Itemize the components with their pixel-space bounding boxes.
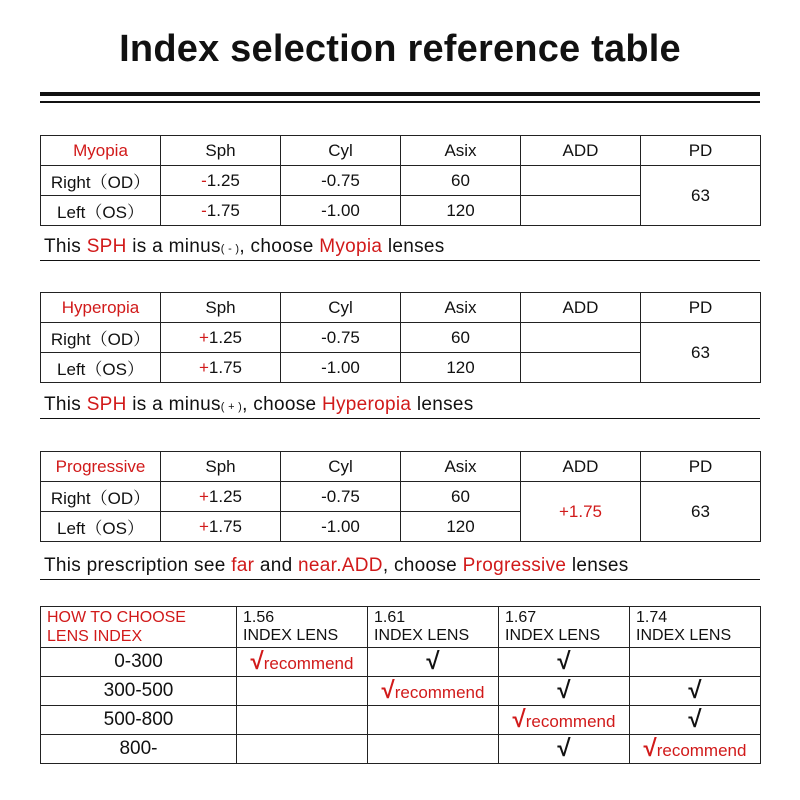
check-cell xyxy=(499,735,630,764)
note-text: and xyxy=(254,555,299,576)
recommend-label: recommend xyxy=(656,740,747,760)
note-highlight: Myopia xyxy=(319,236,383,257)
rx-column-header: PD xyxy=(641,136,761,166)
cyl-value: -0.75 xyxy=(281,166,401,196)
note-text: , choose xyxy=(242,394,322,415)
empty-cell xyxy=(237,735,368,764)
check-cell xyxy=(499,648,630,677)
sph-number: 1.25 xyxy=(208,327,243,347)
empty-cell xyxy=(368,735,499,764)
sph-sign: + xyxy=(198,486,209,506)
note-text: is a minus xyxy=(126,394,221,415)
cyl-value: -0.75 xyxy=(281,323,401,353)
sph-sign: + xyxy=(198,357,209,377)
eye-label: Right（OD） xyxy=(41,323,161,353)
note-sign: ( - ) xyxy=(220,243,240,255)
sph-value xyxy=(161,482,281,512)
check-icon: √ xyxy=(381,676,395,704)
note-text: lenses xyxy=(411,394,474,415)
rx-row xyxy=(41,166,761,196)
add-value: +1.75 xyxy=(521,482,641,542)
add-value-empty xyxy=(521,166,641,196)
recommend-label: recommend xyxy=(263,653,354,673)
eye-label: Right（OD） xyxy=(41,166,161,196)
prescription-table-hyperopia xyxy=(40,292,761,383)
index-label: INDEX LENS xyxy=(636,627,732,644)
index-value: 1.67 xyxy=(505,609,537,626)
sph-value xyxy=(161,353,281,383)
title-rule-thin xyxy=(40,101,760,103)
recommend-cell xyxy=(368,677,499,706)
recommend-label: recommend xyxy=(394,682,485,702)
page-title: Index selection reference table xyxy=(119,28,681,70)
sph-sign: + xyxy=(198,327,209,347)
check-icon: √ xyxy=(557,734,571,762)
index-row xyxy=(41,706,761,735)
axis-value: 60 xyxy=(401,166,521,196)
rx-header-row xyxy=(41,293,761,323)
rx-column-header: ADD xyxy=(521,293,641,323)
lens-advice-note xyxy=(44,555,760,577)
note-highlight: Progressive xyxy=(462,555,567,576)
note-text: is a minus xyxy=(126,236,221,257)
rx-column-header: Asix xyxy=(401,136,521,166)
note-text: lenses xyxy=(382,236,445,257)
note-highlight: SPH xyxy=(86,236,127,257)
add-value-empty xyxy=(521,196,641,226)
check-icon: √ xyxy=(512,705,526,733)
check-icon: √ xyxy=(250,647,264,675)
rx-column-header: ADD xyxy=(521,452,641,482)
eye-label: Left（OS） xyxy=(41,512,161,542)
sph-sign: - xyxy=(201,170,207,190)
rx-column-header: PD xyxy=(641,452,761,482)
prescription-range: 500-800 xyxy=(41,706,237,735)
rx-header-row xyxy=(41,136,761,166)
index-table-title-line1: HOW TO CHOOSE xyxy=(47,609,186,626)
note-underline xyxy=(40,418,760,419)
lens-advice-note xyxy=(44,394,760,416)
axis-value: 120 xyxy=(401,512,521,542)
lens-type-label: Myopia xyxy=(41,136,161,166)
sph-sign: + xyxy=(198,516,209,536)
check-icon: √ xyxy=(643,734,657,762)
lens-type-label: Progressive xyxy=(41,452,161,482)
cyl-value: -0.75 xyxy=(281,482,401,512)
check-icon: √ xyxy=(688,676,702,704)
check-icon: √ xyxy=(426,647,440,675)
note-text: This xyxy=(44,236,87,257)
index-table-title-line2: LENS INDEX xyxy=(47,628,143,645)
rx-column-header: Asix xyxy=(401,293,521,323)
axis-value: 120 xyxy=(401,196,521,226)
check-icon: √ xyxy=(688,705,702,733)
index-column-156 xyxy=(237,607,368,648)
note-text: This xyxy=(44,394,87,415)
sph-number: 1.75 xyxy=(208,357,243,377)
pd-value: 63 xyxy=(641,482,761,542)
recommend-cell xyxy=(237,648,368,677)
note-underline xyxy=(40,260,760,261)
rx-column-header: Cyl xyxy=(281,293,401,323)
note-text: , choose xyxy=(382,555,463,576)
empty-cell xyxy=(237,677,368,706)
empty-cell xyxy=(237,706,368,735)
check-cell xyxy=(499,677,630,706)
note-highlight: SPH xyxy=(86,394,127,415)
index-value: 1.61 xyxy=(374,609,406,626)
empty-cell xyxy=(630,648,761,677)
index-column-174 xyxy=(630,607,761,648)
sph-sign: - xyxy=(201,200,207,220)
eye-label: Left（OS） xyxy=(41,353,161,383)
sph-number: 1.25 xyxy=(206,170,240,190)
axis-value: 60 xyxy=(401,323,521,353)
note-text: , choose xyxy=(239,236,320,257)
pd-value: 63 xyxy=(641,323,761,383)
sph-value xyxy=(161,512,281,542)
eye-label: Left（OS） xyxy=(41,196,161,226)
axis-value: 120 xyxy=(401,353,521,383)
cyl-value: -1.00 xyxy=(281,196,401,226)
note-highlight: near.ADD xyxy=(298,555,383,576)
check-icon: √ xyxy=(557,647,571,675)
sph-number: 1.25 xyxy=(208,486,243,506)
note-text: lenses xyxy=(566,555,629,576)
index-table-title-cell xyxy=(41,607,237,648)
index-row xyxy=(41,677,761,706)
title-rule-thick xyxy=(40,92,760,96)
cyl-value: -1.00 xyxy=(281,353,401,383)
index-column-167 xyxy=(499,607,630,648)
note-sign: ( + ) xyxy=(220,401,243,413)
sph-value xyxy=(161,196,281,226)
note-underline xyxy=(40,579,760,580)
eye-label: Right（OD） xyxy=(41,482,161,512)
recommend-label: recommend xyxy=(525,711,616,731)
rx-header-row xyxy=(41,452,761,482)
pd-value: 63 xyxy=(641,166,761,226)
index-label: INDEX LENS xyxy=(505,627,601,644)
sph-value xyxy=(161,166,281,196)
index-row xyxy=(41,648,761,677)
index-row xyxy=(41,735,761,764)
rx-row xyxy=(41,482,761,512)
index-column-161 xyxy=(368,607,499,648)
recommend-cell xyxy=(499,706,630,735)
rx-column-header: ADD xyxy=(521,136,641,166)
note-highlight: Hyperopia xyxy=(321,394,412,415)
cyl-value: -1.00 xyxy=(281,512,401,542)
rx-column-header: Sph xyxy=(161,293,281,323)
empty-cell xyxy=(368,706,499,735)
check-cell xyxy=(368,648,499,677)
check-cell xyxy=(630,706,761,735)
prescription-range: 0-300 xyxy=(41,648,237,677)
check-cell xyxy=(630,677,761,706)
rx-column-header: Asix xyxy=(401,452,521,482)
recommend-cell xyxy=(630,735,761,764)
index-label: INDEX LENS xyxy=(374,627,470,644)
check-icon: √ xyxy=(557,676,571,704)
axis-value: 60 xyxy=(401,482,521,512)
sph-value xyxy=(161,323,281,353)
note-text: This prescription see xyxy=(44,555,232,576)
index-label: INDEX LENS xyxy=(243,627,339,644)
rx-column-header: Cyl xyxy=(281,136,401,166)
add-value-empty xyxy=(521,353,641,383)
index-value: 1.74 xyxy=(636,609,668,626)
rx-column-header: Sph xyxy=(161,452,281,482)
index-value: 1.56 xyxy=(243,609,275,626)
prescription-range: 300-500 xyxy=(41,677,237,706)
rx-column-header: Sph xyxy=(161,136,281,166)
rx-row xyxy=(41,323,761,353)
rx-column-header: Cyl xyxy=(281,452,401,482)
prescription-table-progressive xyxy=(40,451,761,542)
note-highlight: far xyxy=(231,555,255,576)
add-value-empty xyxy=(521,323,641,353)
prescription-table-myopia xyxy=(40,135,761,226)
sph-number: 1.75 xyxy=(208,516,243,536)
sph-number: 1.75 xyxy=(206,200,240,220)
lens-index-table xyxy=(40,606,761,764)
prescription-range: 800- xyxy=(41,735,237,764)
rx-column-header: PD xyxy=(641,293,761,323)
lens-type-label: Hyperopia xyxy=(41,293,161,323)
lens-advice-note xyxy=(44,236,760,258)
index-table-header-row xyxy=(41,607,761,648)
